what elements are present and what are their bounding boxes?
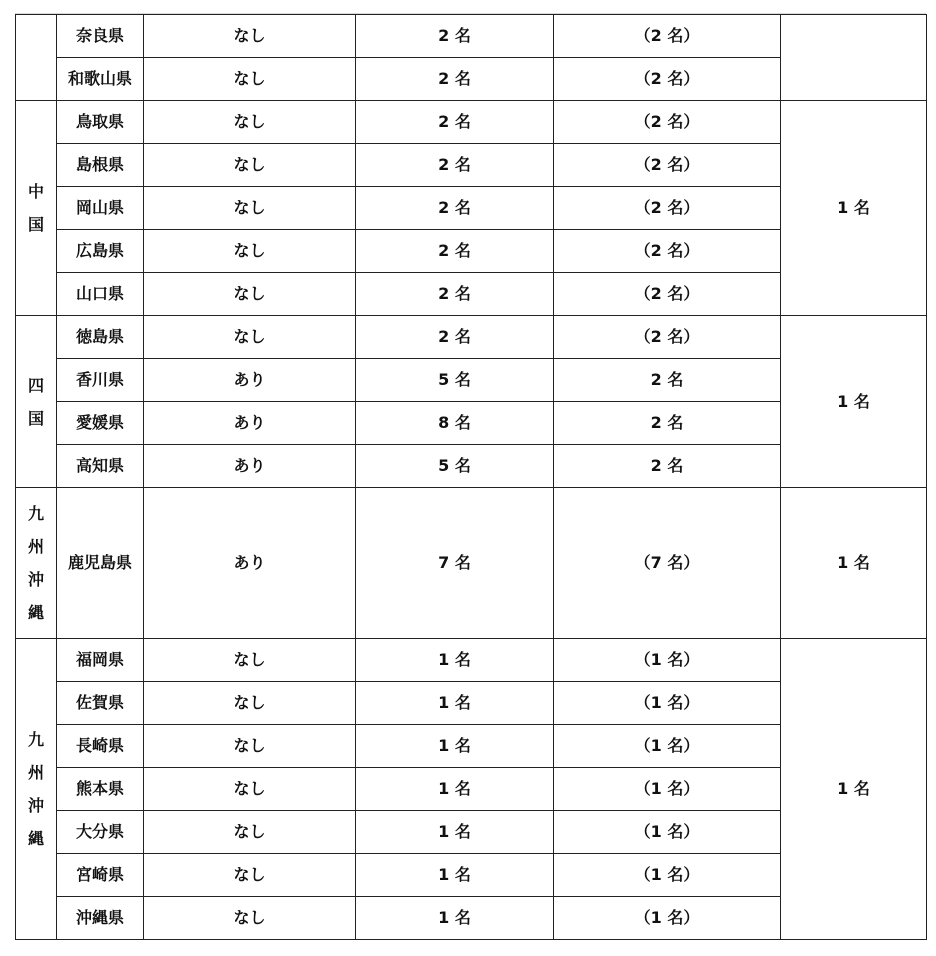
count-cell: 1 名 — [356, 725, 554, 768]
count-cell: 1 名 — [356, 811, 554, 854]
count-cell: 1 名 — [356, 682, 554, 725]
paren-count-cell: （1 名） — [554, 768, 781, 811]
flag-cell: あり — [144, 488, 356, 639]
flag-cell: あり — [144, 445, 356, 488]
count-cell: 2 名 — [356, 58, 554, 101]
count-cell: 5 名 — [356, 445, 554, 488]
count-cell: 1 名 — [356, 639, 554, 682]
paren-count-cell: 2 名 — [554, 402, 781, 445]
paren-count-cell: 2 名 — [554, 445, 781, 488]
table-row — [16, 316, 927, 359]
flag-cell: なし — [144, 144, 356, 187]
prefecture-cell: 島根県 — [57, 144, 144, 187]
region-cell-shikoku — [16, 316, 57, 488]
region-cell-kyushu-okinawa — [16, 488, 57, 639]
group-total-kagoshima: 1 名 — [781, 488, 927, 639]
table-row — [16, 15, 927, 58]
count-cell: 2 名 — [356, 316, 554, 359]
count-cell: 5 名 — [356, 359, 554, 402]
region-char: 九 — [27, 504, 44, 523]
region-char: 州 — [27, 763, 44, 782]
group-total-kyushu: 1 名 — [781, 639, 927, 940]
count-cell: 2 名 — [356, 187, 554, 230]
region-cell-chugoku — [16, 101, 57, 316]
prefecture-cell: 鹿児島県 — [57, 488, 144, 639]
flag-cell: なし — [144, 58, 356, 101]
count-cell: 1 名 — [356, 897, 554, 940]
region-cell-kinki — [16, 15, 57, 101]
prefecture-cell: 長崎県 — [57, 725, 144, 768]
region-char: 四 — [27, 375, 44, 395]
flag-cell: なし — [144, 15, 356, 58]
prefecture-cell: 愛媛県 — [57, 402, 144, 445]
paren-count-cell: （2 名） — [554, 58, 781, 101]
count-cell: 2 名 — [356, 101, 554, 144]
prefecture-cell: 福岡県 — [57, 639, 144, 682]
prefecture-cell: 大分県 — [57, 811, 144, 854]
region-char: 九 — [27, 730, 44, 749]
table-row — [16, 639, 927, 682]
region-char: 中 — [27, 182, 44, 201]
region-cell-kyushu-okinawa — [16, 639, 57, 940]
flag-cell: なし — [144, 897, 356, 940]
paren-count-cell: （7 名） — [554, 488, 781, 639]
region-char: 縄 — [27, 829, 44, 848]
count-cell: 2 名 — [356, 15, 554, 58]
paren-count-cell: （2 名） — [554, 316, 781, 359]
paren-count-cell: （1 名） — [554, 682, 781, 725]
flag-cell: なし — [144, 854, 356, 897]
count-cell: 8 名 — [356, 402, 554, 445]
count-cell: 2 名 — [356, 273, 554, 316]
paren-count-cell: （2 名） — [554, 15, 781, 58]
paren-count-cell: （2 名） — [554, 273, 781, 316]
prefecture-cell: 宮崎県 — [57, 854, 144, 897]
prefecture-cell: 和歌山県 — [57, 58, 144, 101]
paren-count-cell: （2 名） — [554, 187, 781, 230]
group-total-chugoku: 1 名 — [781, 101, 927, 316]
flag-cell: あり — [144, 402, 356, 445]
count-cell: 1 名 — [356, 768, 554, 811]
prefecture-cell: 広島県 — [57, 230, 144, 273]
region-char: 国 — [27, 215, 44, 234]
group-total-kinki — [781, 15, 927, 101]
count-cell: 1 名 — [356, 854, 554, 897]
prefecture-cell: 徳島県 — [57, 316, 144, 359]
prefecture-cell: 山口県 — [57, 273, 144, 316]
region-char: 州 — [27, 537, 44, 556]
prefecture-cell: 香川県 — [57, 359, 144, 402]
region-char: 沖 — [27, 570, 44, 589]
group-total-shikoku: 1 名 — [781, 316, 927, 488]
flag-cell: なし — [144, 811, 356, 854]
prefecture-cell: 鳥取県 — [57, 101, 144, 144]
prefecture-table — [15, 14, 927, 940]
count-cell: 2 名 — [356, 144, 554, 187]
prefecture-cell: 熊本県 — [57, 768, 144, 811]
flag-cell: なし — [144, 187, 356, 230]
flag-cell: なし — [144, 273, 356, 316]
paren-count-cell: （1 名） — [554, 639, 781, 682]
table-row — [16, 101, 927, 144]
region-char: 縄 — [27, 603, 44, 622]
prefecture-cell: 佐賀県 — [57, 682, 144, 725]
count-cell: 7 名 — [356, 488, 554, 639]
paren-count-cell: （2 名） — [554, 144, 781, 187]
table-row — [16, 488, 927, 639]
paren-count-cell: （1 名） — [554, 897, 781, 940]
paren-count-cell: （2 名） — [554, 230, 781, 273]
prefecture-cell: 奈良県 — [57, 15, 144, 58]
flag-cell: なし — [144, 230, 356, 273]
flag-cell: なし — [144, 101, 356, 144]
paren-count-cell: 2 名 — [554, 359, 781, 402]
flag-cell: なし — [144, 768, 356, 811]
paren-count-cell: （1 名） — [554, 854, 781, 897]
flag-cell: なし — [144, 639, 356, 682]
prefecture-cell: 沖縄県 — [57, 897, 144, 940]
flag-cell: なし — [144, 316, 356, 359]
region-char: 沖 — [27, 796, 44, 815]
prefecture-cell: 岡山県 — [57, 187, 144, 230]
flag-cell: なし — [144, 682, 356, 725]
region-char: 国 — [27, 408, 44, 428]
count-cell: 2 名 — [356, 230, 554, 273]
paren-count-cell: （2 名） — [554, 101, 781, 144]
paren-count-cell: （1 名） — [554, 725, 781, 768]
prefecture-cell: 高知県 — [57, 445, 144, 488]
flag-cell: なし — [144, 725, 356, 768]
flag-cell: あり — [144, 359, 356, 402]
paren-count-cell: （1 名） — [554, 811, 781, 854]
